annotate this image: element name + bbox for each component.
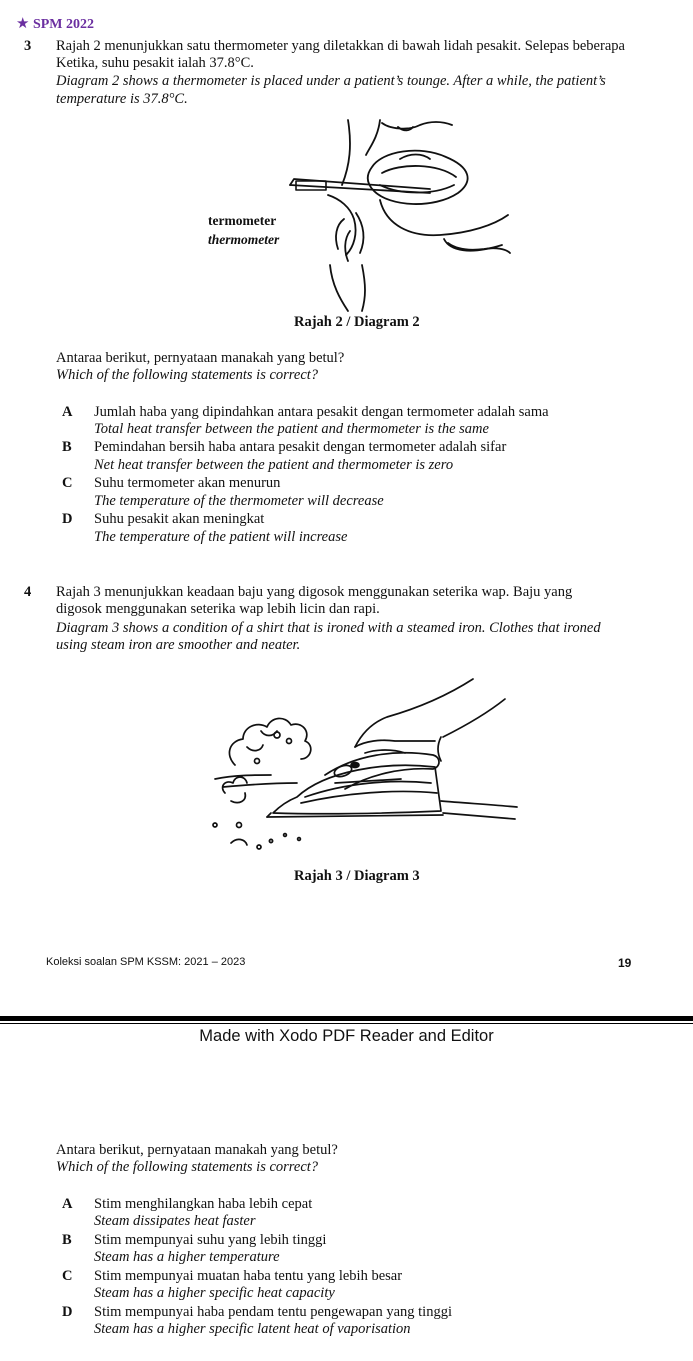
option-text-ms: Pemindahan bersih haba antara pesakit dengan termometer adalah sifar: [94, 439, 507, 455]
option-text-en: Total heat transfer between the patient and thermometer is the same: [94, 421, 489, 437]
option-text-ms: Suhu pesakit akan meningkat: [94, 511, 265, 527]
option-text-en: Steam has a higher specific heat capacity: [94, 1285, 335, 1301]
option-text-en: The temperature of the patient will increase: [94, 529, 348, 545]
option-text-ms: Stim mempunyai haba pendam tentu pengewapan yang tinggi: [94, 1304, 452, 1320]
steam-iron-illustration: [205, 675, 525, 865]
diagram-caption: Rajah 3 / Diagram 3: [294, 868, 420, 884]
question-stem-en: using steam iron are smoother and neater.: [56, 637, 301, 653]
option-letter: D: [62, 1304, 73, 1320]
option-letter: A: [62, 1196, 73, 1212]
page-break-bar: [0, 1016, 693, 1021]
option-letter: C: [62, 1268, 73, 1284]
option-text-en: The temperature of the thermometer will decrease: [94, 493, 384, 509]
question-stem-ms: Rajah 3 menunjukkan keadaan baju yang digosok menggunakan seterika wap. Baju yang: [56, 584, 573, 600]
diagram-caption: Rajah 2 / Diagram 2: [294, 314, 420, 330]
question-prompt-ms: Antaraa berikut, pernyataan manakah yang betul?: [56, 350, 345, 366]
option-letter: C: [62, 475, 73, 491]
diagram-label-en: thermometer: [208, 232, 280, 247]
page-break-line: [0, 1023, 693, 1024]
question-stem-ms: digosok menggunakan seterika wap lebih licin dan rapi.: [56, 601, 380, 617]
section-label: SPM 2022: [32, 17, 95, 32]
section-header: [16, 14, 94, 33]
option-letter: D: [62, 511, 73, 527]
question-prompt-en: Which of the following statements is correct?: [56, 1159, 319, 1175]
option-letter: B: [62, 439, 72, 455]
question-stem-ms: Rajah 2 menunjukkan satu thermometer yang diletakkan di bawah lidah pesakit. Selepas beberapa: [56, 38, 625, 54]
question-prompt-ms: Antara berikut, pernyataan manakah yang betul?: [56, 1142, 338, 1158]
option-text-ms: Suhu termometer akan menurun: [94, 475, 281, 491]
option-text-ms: Stim mempunyai muatan haba tentu yang lebih besar: [94, 1268, 403, 1284]
option-letter: A: [62, 404, 73, 420]
question-prompt-en: Which of the following statements is correct?: [56, 367, 319, 383]
option-text-en: Steam has a higher temperature: [94, 1249, 280, 1265]
page-footer-collection: Koleksi soalan SPM KSSM: 2021 – 2023: [46, 956, 246, 968]
thermometer-mouth-illustration: [270, 115, 520, 315]
option-text-ms: Jumlah haba yang dipindahkan antara pesakit dengan termometer adalah sama: [94, 404, 549, 420]
page-number: 19: [618, 956, 632, 970]
question-stem-ms: Ketika, suhu pesakit ialah 37.8°C.: [56, 55, 254, 71]
question-number: 3: [24, 38, 32, 54]
diagram-label-ms: termometer: [208, 213, 277, 228]
option-text-en: Net heat transfer between the patient and thermometer is zero: [94, 457, 454, 473]
xodo-banner: Made with Xodo PDF Reader and Editor: [199, 1027, 494, 1045]
star-icon: ★: [16, 14, 30, 32]
option-text-ms: Stim menghilangkan haba lebih cepat: [94, 1196, 313, 1212]
question-stem-en: Diagram 3 shows a condition of a shirt that is ironed with a steamed iron. Clothes that ironed: [56, 620, 601, 636]
question-stem-en: Diagram 2 shows a thermometer is placed under a patient’s tounge. After a while, the patient’s: [56, 73, 606, 89]
option-text-ms: Stim mempunyai suhu yang lebih tinggi: [94, 1232, 327, 1248]
question-number: 4: [24, 584, 32, 600]
option-text-en: Steam has a higher specific latent heat of vaporisation: [94, 1321, 411, 1337]
question-stem-en: temperature is 37.8°C.: [56, 91, 188, 107]
option-letter: B: [62, 1232, 72, 1248]
option-text-en: Steam dissipates heat faster: [94, 1213, 256, 1229]
